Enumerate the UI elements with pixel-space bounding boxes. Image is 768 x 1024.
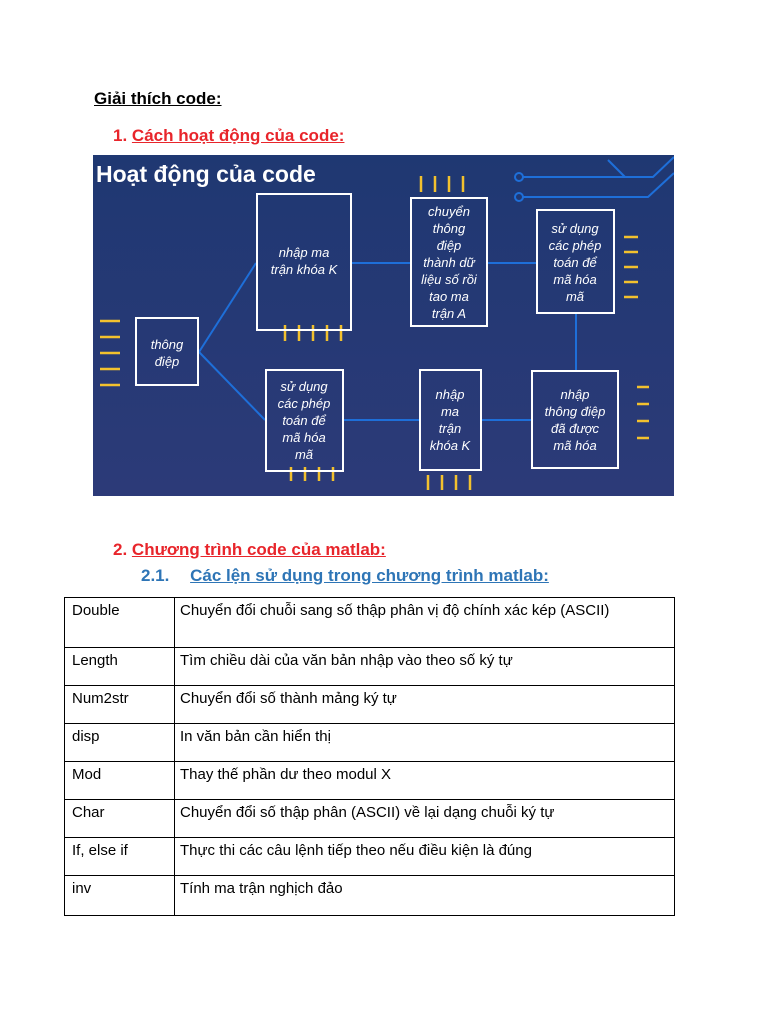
table-row [65, 724, 675, 762]
command-name: If, else if [65, 838, 175, 876]
command-name: Num2str [65, 686, 175, 724]
command-name: disp [65, 724, 175, 762]
diagram-title: Hoạt động của code [96, 161, 316, 187]
command-description: Chuyển đổi số thành mảng ký tự [175, 686, 675, 724]
command-description: Thực thi các câu lệnh tiếp theo nếu điều kiện là đúng [175, 838, 675, 876]
command-name: Mod [65, 762, 175, 800]
box-label-line: khóa K [429, 438, 471, 453]
command-name: Length [65, 648, 175, 686]
section-2-title: Chương trình code của matlab: [131, 540, 386, 559]
table-row [65, 876, 675, 916]
box-label-line: mã hóa [282, 430, 326, 445]
box-label-line: trận A [431, 306, 467, 321]
section-2-1-title: Các lện sử dụng trong chương trình matlab: [190, 566, 549, 585]
section-2-number: 2. [113, 540, 128, 559]
box-label-line: sử dụng [280, 379, 328, 394]
box-label-line: mã [294, 447, 314, 462]
box-label-line: điệp [436, 238, 462, 253]
code-flow-diagram [93, 155, 674, 496]
box-label-line: các phép [548, 238, 602, 253]
box-label-line: tao ma [429, 289, 469, 304]
section-1-title: Cách hoạt động của code: [131, 126, 345, 145]
box-label-line: toán để [282, 413, 326, 428]
box-label-line: điệp [154, 354, 180, 369]
box-label-line: nhập [435, 387, 465, 402]
box-label-line: thông [150, 337, 184, 352]
box-label-line: các phép [277, 396, 331, 411]
box-label-line: ma [440, 404, 460, 419]
table-row [65, 648, 675, 686]
box-label-line: mã hóa [553, 438, 597, 453]
command-description: Tính ma trận nghịch đảo [175, 876, 675, 916]
command-name: Double [65, 598, 175, 648]
box-label-line: đã được [551, 421, 599, 436]
box-label-line: toán để [553, 255, 597, 270]
section-1-number: 1. [113, 126, 128, 145]
table-row [65, 598, 675, 648]
command-name: Char [65, 800, 175, 838]
box-label-line: nhập [560, 387, 590, 402]
box-label-line: thông điệp [544, 404, 606, 419]
command-description: Tìm chiều dài của văn bản nhập vào theo số ký tự [175, 648, 675, 686]
box-label-line: thông [432, 221, 466, 236]
box-label-line: mã [565, 289, 585, 304]
box-label-line: mã hóa [553, 272, 597, 287]
command-name: inv [65, 876, 175, 916]
commands-table [64, 597, 675, 916]
box-label-line: trận [438, 421, 462, 436]
section-1-heading [113, 126, 344, 146]
box-label-line: chuyển [428, 204, 470, 219]
table-row [65, 686, 675, 724]
command-description: In văn bản cần hiển thị [175, 724, 675, 762]
table-row [65, 762, 675, 800]
box-label-line: nhập ma [278, 245, 330, 260]
box-label-line: sử dụng [551, 221, 599, 236]
command-description: Chuyển đổi chuỗi sang số thập phân vị độ chính xác kép (ASCII) [175, 598, 675, 648]
document-heading: Giải thích code: [94, 89, 222, 108]
command-description: Thay thế phần dư theo modul X [175, 762, 675, 800]
table-row [65, 838, 675, 876]
section-2-1-heading [141, 566, 549, 586]
box-label-line: thành dữ [423, 255, 475, 270]
box-label-line: liệu số rồi [421, 272, 477, 287]
section-2-1-number: 2.1. [141, 566, 170, 585]
section-2-heading [113, 540, 386, 560]
command-description: Chuyển đổi số thập phân (ASCII) về lại dạng chuỗi ký tự [175, 800, 675, 838]
box-label-line: trận khóa K [270, 262, 338, 277]
table-row [65, 800, 675, 838]
